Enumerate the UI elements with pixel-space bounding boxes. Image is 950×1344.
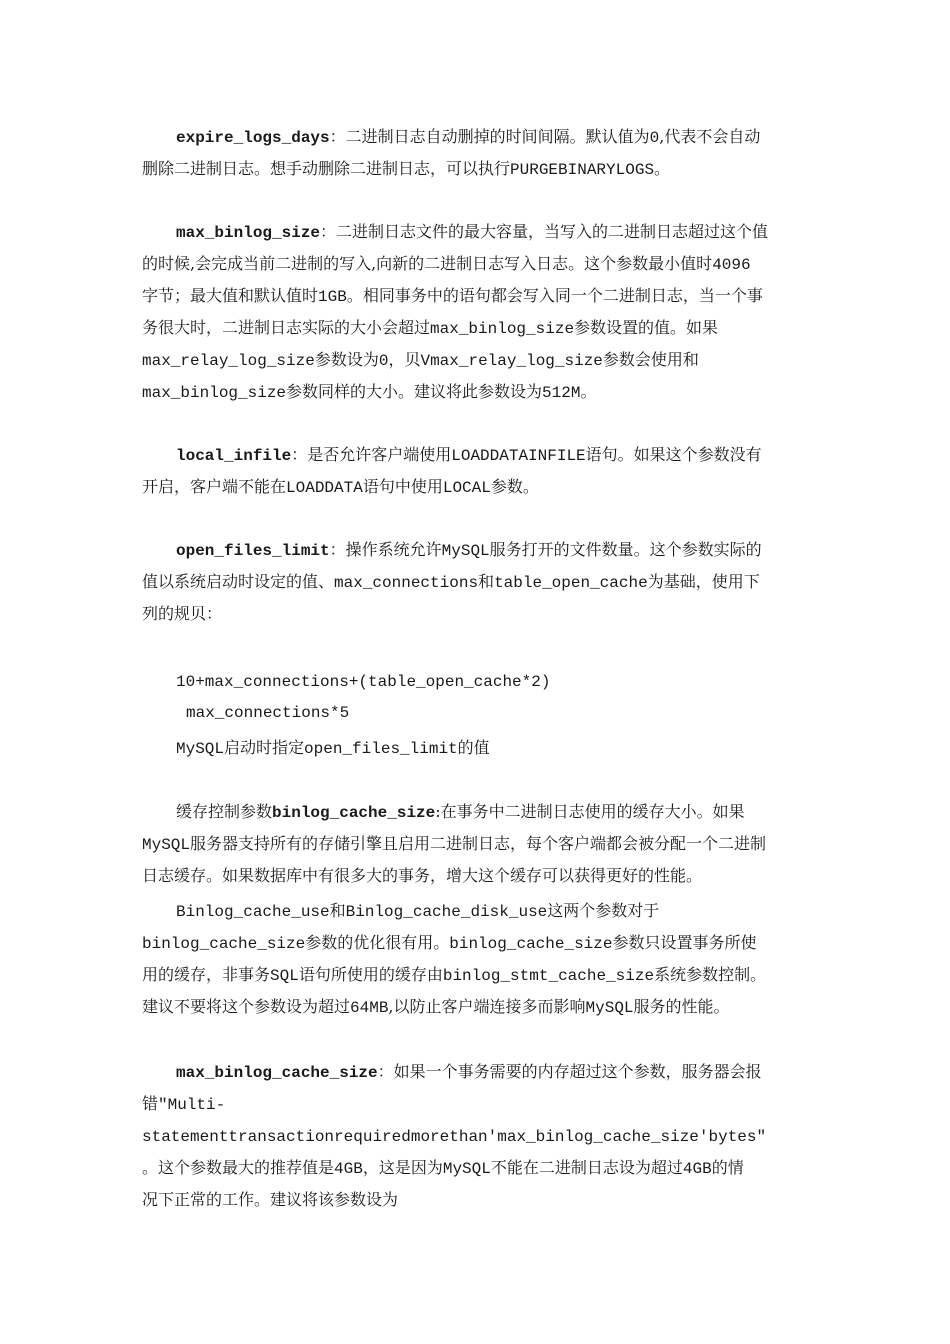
paragraph-local-infile: local_infile：是否允许客户端使用LOADDATAINFILE语句。如果这个参数没有 开启，客户端不能在LOADDATA语句中使用LOCAL参数。 (142, 445, 762, 497)
term-open-files-limit: open_files_limit (176, 542, 330, 560)
paragraph-binlog-cache-size: 缓存控制参数binlog_cache_size:在事务中二进制日志使用的缓存大小。如果 MySQL服务器支持所有的存储引擎且启用二进制日志，每个客户端都会被分配一个二进制 日志缓存。如果数据库中有很多大的事务，增大这个缓存可以获得更好的性能。 (142, 802, 767, 885)
paragraph-expire-logs-days: expire_logs_days：二进制日志自动删掉的时间间隔。默认值为0,代表不会自动 删除二进制日志。想手动删除二进制日志，可以执行PURGEBINARYLOGS。 (142, 127, 761, 179)
paragraph-max-binlog-size: max_binlog_size：二进制日志文件的最大容量，当写入的二进制日志超过这个值 的时候,会完成当前二进制的写入,向新的二进制日志写入日志。这个参数最小值时4096 字节；最大值和默认值时1GB。相同事务中的语句都会写入同一个二进制日志，当一个事 务很大时，二进制日志实际的大小会超过max_binlog_size参数设置的值。如果 max_relay_log_size参数设为0，贝Vmax_relay_log_size参数会使用和 max_binlog_size参数同样的大小。建议将此参数设为512M。 (142, 222, 769, 402)
formula-line-3: MySQL启动时指定open_files_limit的值 (176, 738, 490, 758)
term-local-infile: local_infile (176, 447, 292, 465)
paragraph-binlog-cache-use: Binlog_cache_use和Binlog_cache_disk_use这两个参数对于 binlog_cache_size参数的优化很有用。binlog_cache_size参数只设置事务所使 用的缓存，非事务SQL语句所使用的缓存由binlog_stmt_cache_size系统参数控制。 建议不要将这个参数设为超过64MB,以防止客户端连接多而影响MySQL服务的性能。 (142, 901, 767, 1017)
term-max-binlog-size: max_binlog_size (176, 224, 321, 242)
paragraph-open-files-limit: open_files_limit：操作系统允许MySQL服务打开的文件数量。这个参数实际的 值以系统启动时设定的值、max_connections和table_open_cache为基础，使用下 列的规贝： (142, 540, 762, 623)
formula-line-1: 10+max_connections+(table_open_cache*2) (176, 673, 551, 691)
term-expire-logs-days: expire_logs_days (176, 129, 330, 147)
paragraph-max-binlog-cache-size: max_binlog_cache_size：如果一个事务需要的内存超过这个参数，服务器会报 错"Multi- statementtransactionrequiredmorethan'max_binlog_cache_size'bytes" 。这个参数最大的推荐值是4GB，这是因为MySQL不能在二进制日志设为超过4GB的情 况下正常的工作。建议将该参数设为 (142, 1062, 767, 1209)
formula-line-2: max_connections*5 (186, 704, 350, 722)
term-binlog-cache-size: binlog_cache_size (272, 804, 436, 822)
term-max-binlog-cache-size: max_binlog_cache_size (176, 1064, 378, 1082)
code-purge: PURGEBINARYLOGS (510, 161, 655, 179)
